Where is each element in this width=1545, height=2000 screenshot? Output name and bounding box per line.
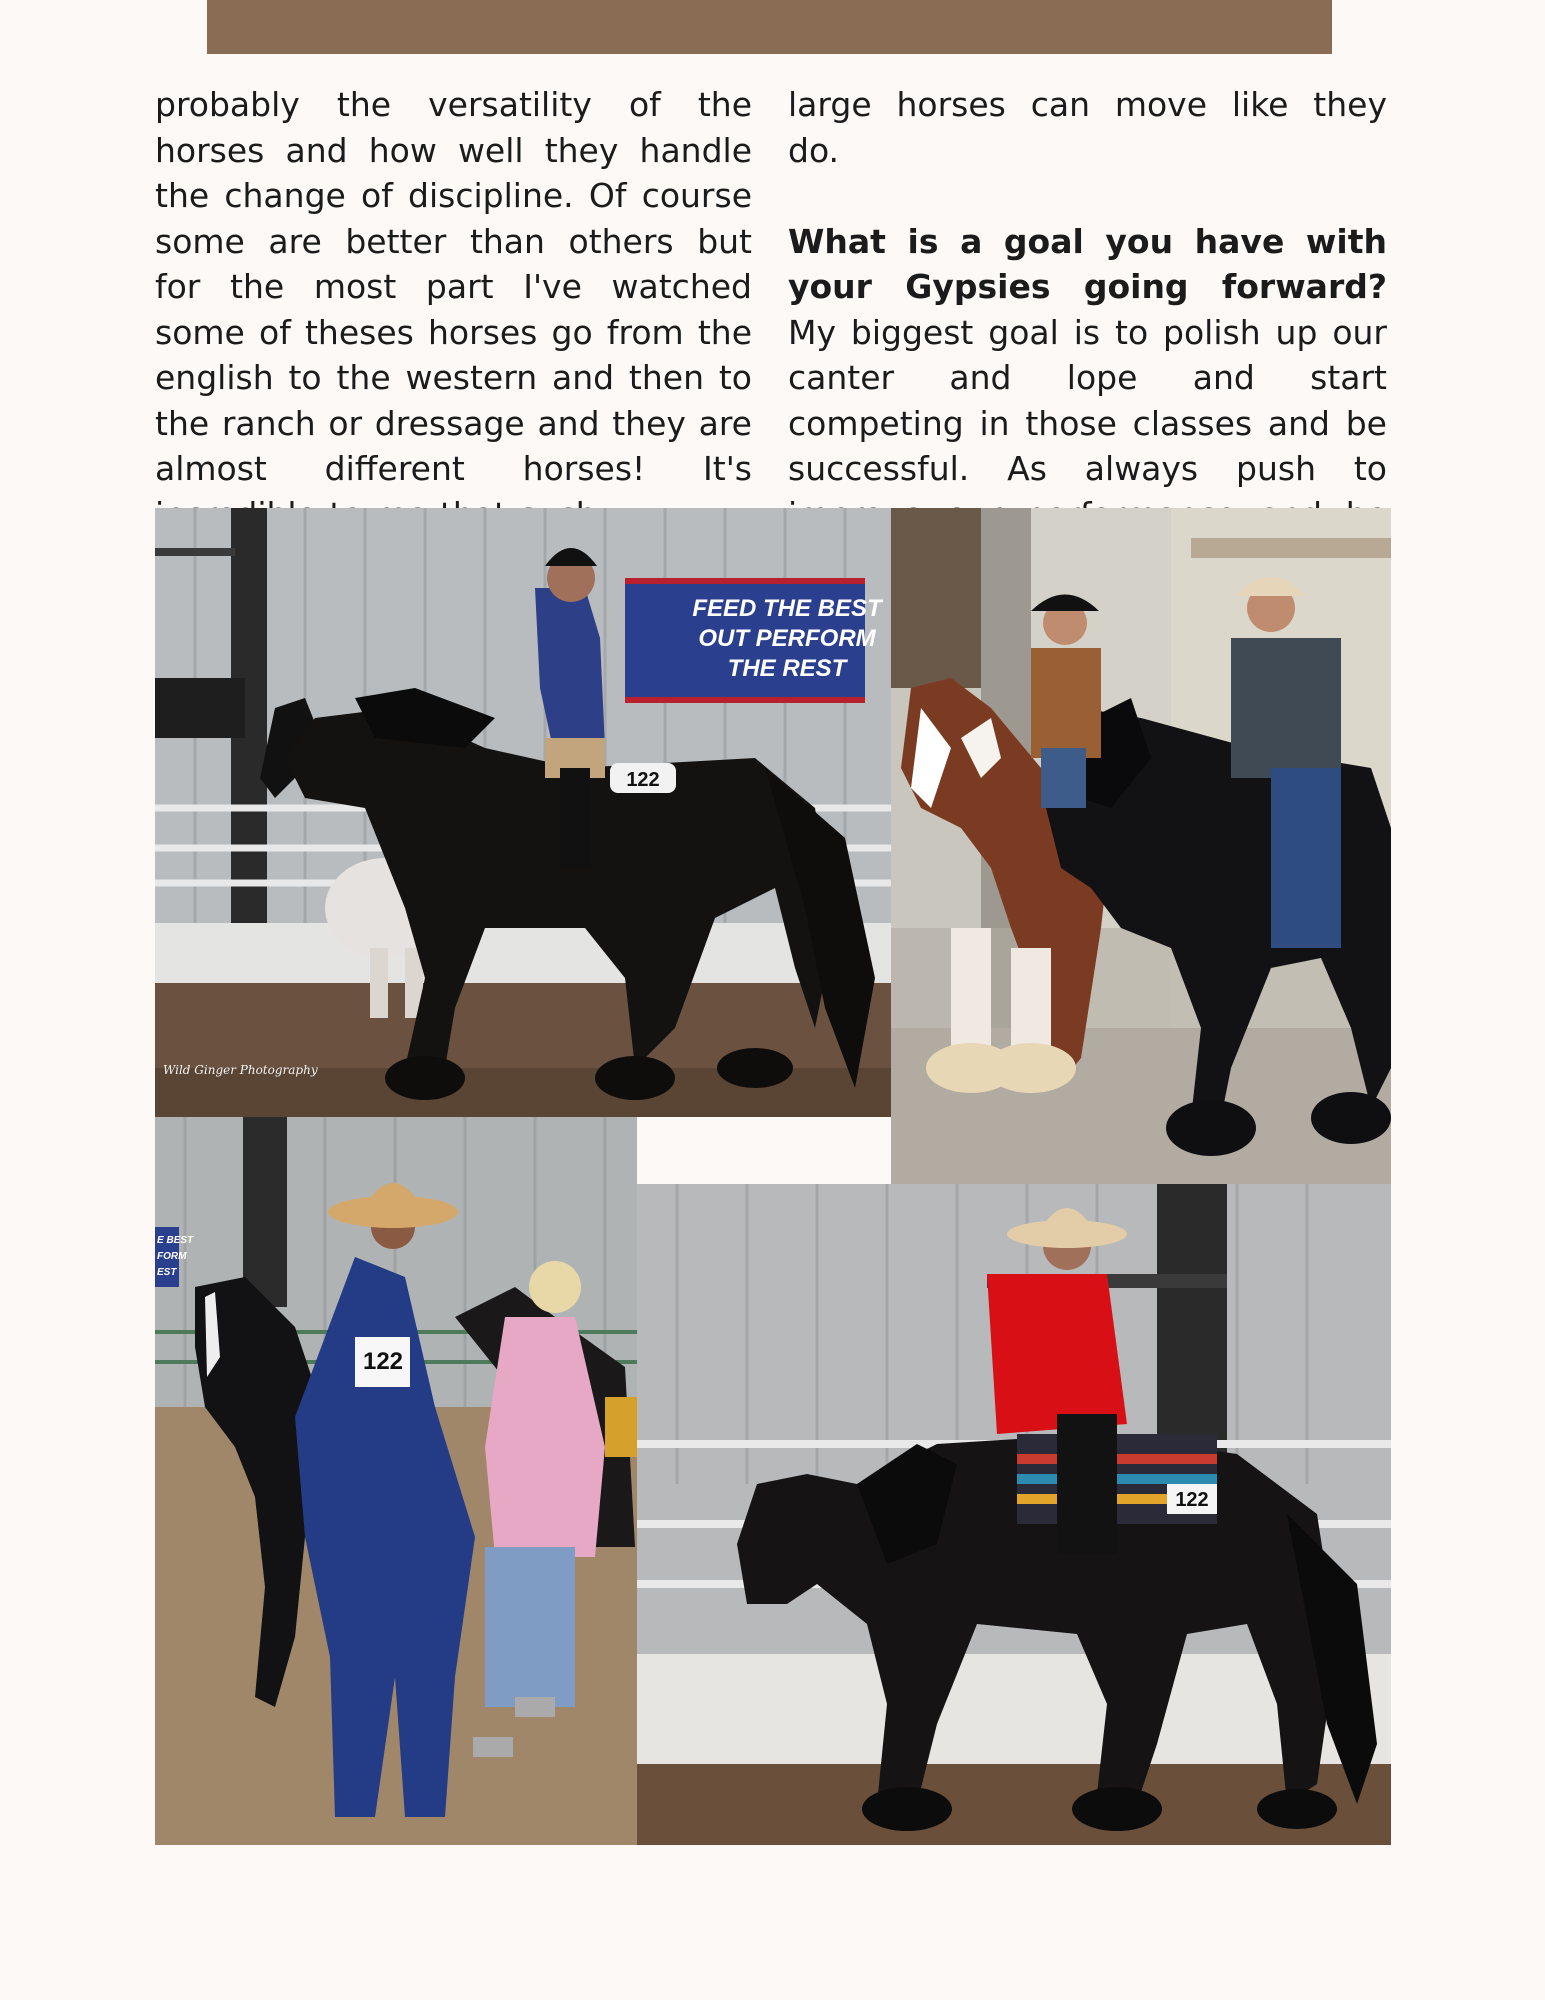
banner-line-3: THE REST	[727, 655, 847, 682]
pad-number: 122	[1175, 1489, 1209, 1511]
interview-question: What is a goal you have with your Gypsies going forward?	[788, 221, 1387, 306]
banner-line-1: FEED THE BEST	[692, 595, 882, 622]
photo-showmanship-handler	[155, 1117, 637, 1845]
article-column-left	[155, 82, 752, 537]
photo-english-rider	[155, 508, 891, 1117]
back-number: 122	[362, 1348, 404, 1375]
banner-line-2: OUT PERFORM	[698, 625, 876, 652]
banner3-line-3: EST	[157, 1267, 177, 1278]
banner3-line-1: E BEST	[157, 1235, 194, 1246]
right-column-intro: large horses can move like they do.	[788, 85, 1387, 170]
interview-answer: My biggest goal is to polish up our canter and lope and start competing in those classes and be successful. As always push to	[788, 312, 1387, 488]
photo-western-pleasure	[637, 1184, 1391, 1845]
left-column-text: probably the versatility of the horses and how well they handle the change of discipline. Of course some are better than others but for the most part I've watched some of theses horses go from the english to the western and then to the ranch or dressage and they are almost different horses! It's	[155, 85, 752, 488]
photographer-watermark: Wild Ginger Photography	[163, 1063, 318, 1077]
saddle-number: 122	[626, 769, 660, 791]
photo-western-riders	[891, 508, 1391, 1184]
banner3-line-2: FORM	[157, 1251, 187, 1262]
header-bar	[207, 0, 1332, 54]
